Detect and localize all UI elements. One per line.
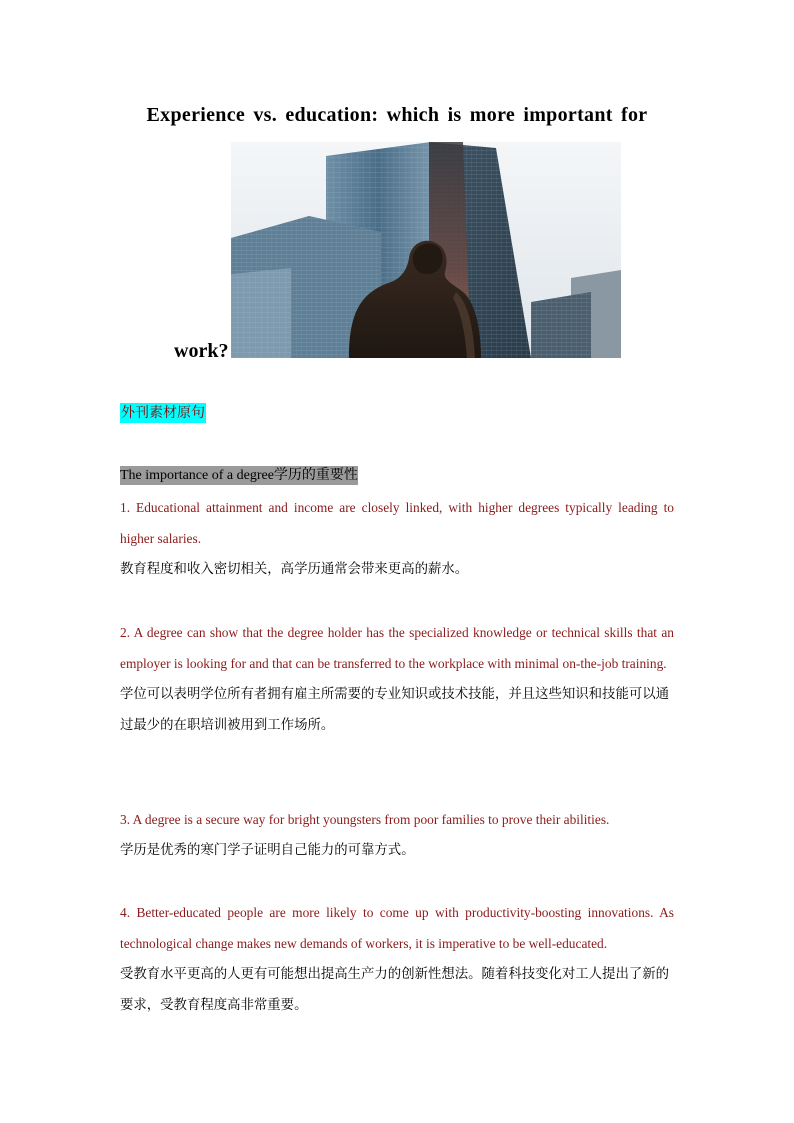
- point-3: [120, 804, 674, 866]
- point-2: [120, 617, 674, 741]
- point-4-english: 4. Better-educated people are more likely to come up with productivity-boosting innovations. As technological change makes new demands of workers, it is imperative to be well-educated.: [120, 905, 674, 951]
- point-4: [120, 897, 674, 1021]
- section-heading: [120, 466, 358, 485]
- point-2-english: 2. A degree can show that the degree holder has the specialized knowledge or technical skills that an employer is looking for and that can be transferred to the workplace with minimal on-the-job training.: [120, 625, 674, 671]
- point-1: [120, 492, 674, 585]
- point-1-english: 1. Educational attainment and income are closely linked, with higher degrees typically leading to higher salaries.: [120, 500, 674, 546]
- document-title-continuation: work?: [174, 340, 229, 362]
- point-4-chinese: 受教育水平更高的人更有可能想出提高生产力的创新性想法。随着科技变化对工人提出了新的要求，受教育程度高非常重要。: [120, 967, 670, 1013]
- point-3-english: 3. A degree is a secure way for bright youngsters from poor families to prove their abilities.: [120, 812, 610, 827]
- document-title: Experience vs. education: which is more important for: [146, 104, 648, 126]
- point-3-chinese: 学历是优秀的寒门学子证明自己能力的可靠方式。: [120, 843, 415, 858]
- section-heading-en: The importance of a degree: [120, 468, 274, 483]
- source-label: 外刊素材原句: [121, 405, 205, 421]
- skyscraper-photo: [231, 142, 621, 358]
- section-heading-zh: 学历的重要性: [273, 467, 358, 483]
- point-2-chinese: 学位可以表明学位所有者拥有雇主所需要的专业知识或技术技能，并且这些知识和技能可以通过最少的在职培训被用到工作场所。: [120, 687, 670, 733]
- point-1-chinese: 教育程度和收入密切相关，高学历通常会带来更高的薪水。: [120, 562, 469, 577]
